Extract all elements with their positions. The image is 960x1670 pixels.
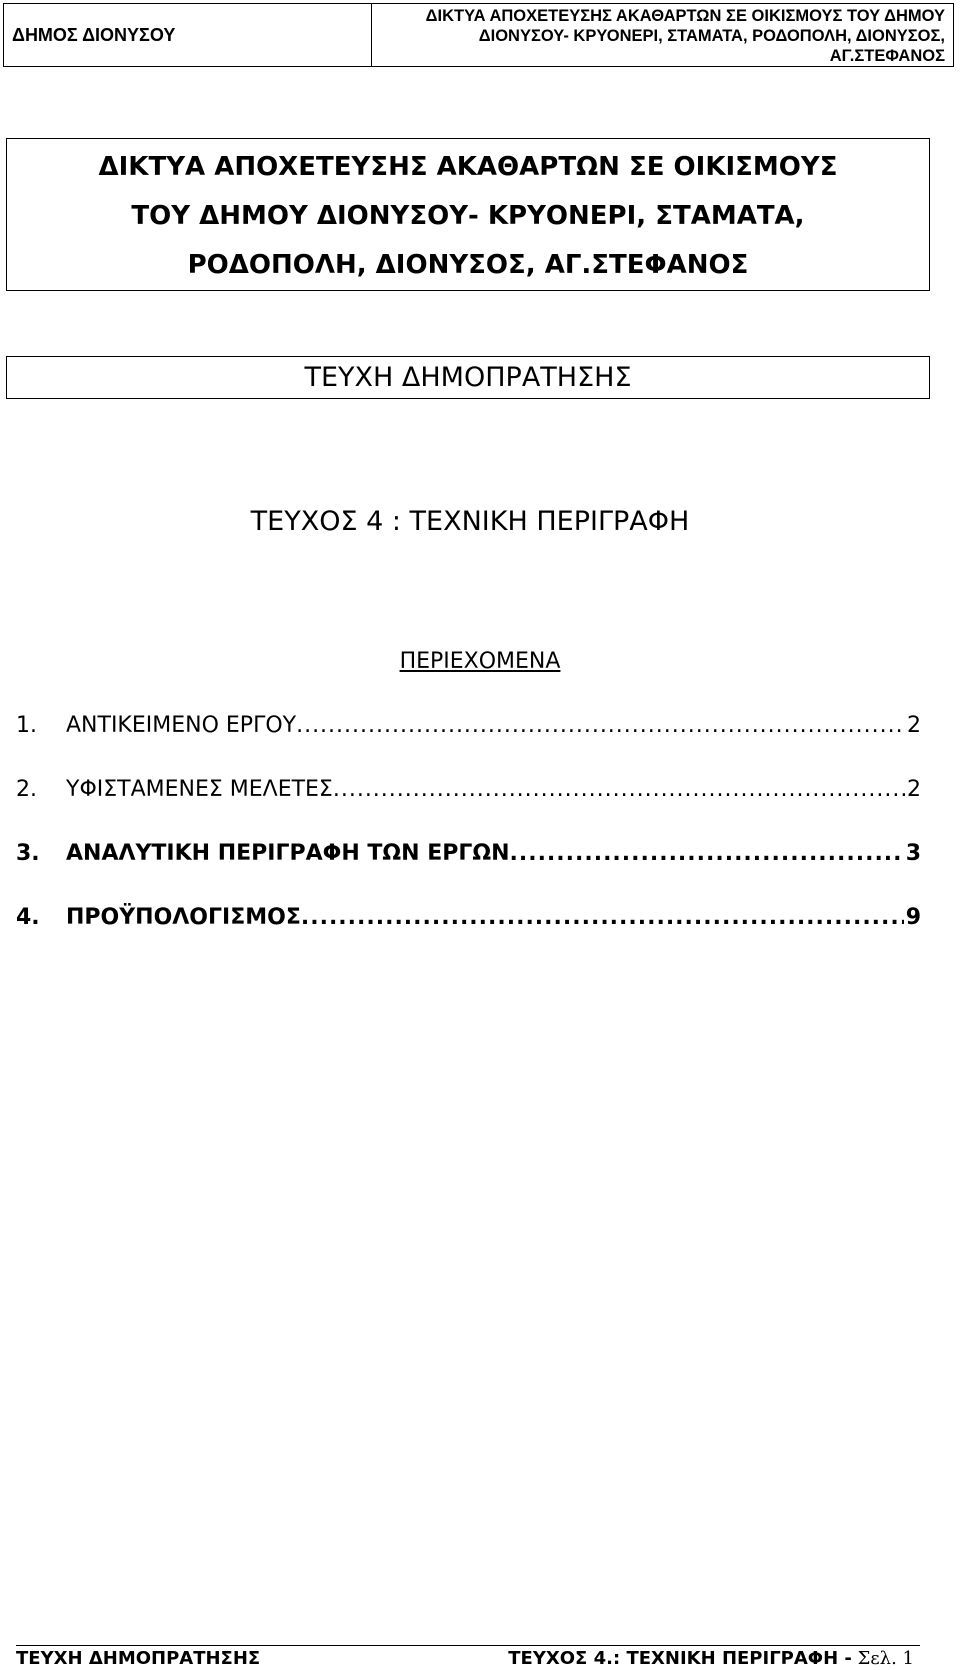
main-title-line-2: ΤΟΥ ΔΗΜΟΥ ΔΙΟΝΥΣΟΥ- ΚΡΥΟΝΕΡΙ, ΣΤΑΜΑΤΑ, — [131, 201, 805, 231]
toc-entry-2[interactable] — [16, 776, 921, 840]
header-project-line-3: ΑΓ.ΣΤΕΦΑΝΟΣ — [829, 47, 945, 65]
footer-volume-info — [508, 1648, 914, 1670]
main-title-line-1: ΔΙΚΤΥΑ ΑΠΟΧΕΤΕΥΣΗΣ ΑΚΑΘΑΡΤΩΝ ΣΕ ΟΙΚΙΣΜΟΥΣ — [98, 152, 838, 182]
page-header — [3, 3, 954, 67]
toc-entry-label: ΠΡΟΫΠΟΛΟΓΙΣΜΟΣ — [66, 905, 301, 930]
header-project-line-1: ΔΙΚΤΥΑ ΑΠΟΧΕΤΕΥΣΗΣ ΑΚΑΘΑΡΤΩΝ ΣΕ ΟΙΚΙΣΜΟΥΣ ΤΟΥ ΔΗΜΟΥ — [425, 7, 945, 25]
toc-leader-dots — [510, 840, 904, 868]
footer-volume: ΤΕΥΧΟΣ 4. — [508, 1648, 613, 1669]
volumes-label-box: ΤΕΥΧΗ ΔΗΜΟΠΡΑΤΗΣΗΣ — [6, 356, 930, 399]
toc-entry-label: ΑΝΤΙΚΕΙΜΕΝΟ ΕΡΓΟΥ — [66, 713, 297, 738]
toc-leader-dots — [296, 712, 905, 740]
toc-entry-3[interactable] — [16, 840, 921, 904]
header-project-title — [372, 4, 953, 66]
volume-title: ΤΕΥΧΟΣ 4 : ΤΕΧΝΙΚΗ ΠΕΡΙΓΡΑΦΗ — [250, 506, 690, 537]
toc-entry-page: 9 — [905, 905, 921, 930]
toc-leader-dots — [301, 904, 904, 932]
toc-entry-page: 3 — [905, 841, 921, 866]
toc-entry-page: 2 — [907, 713, 921, 738]
footer-page-label: Σελ. — [857, 1648, 897, 1669]
main-title-line-3: ΡΟΔΟΠΟΛΗ, ΔΙΟΝΥΣΟΣ, ΑΓ.ΣΤΕΦΑΝΟΣ — [187, 250, 749, 280]
toc-heading: ΠΕΡΙΕΧΟΜΕΝΑ — [399, 649, 561, 674]
header-project-line-2: ΔΙΟΝΥΣΟΥ- ΚΡΥΟΝΕΡΙ, ΣΤΑΜΑΤΑ, ΡΟΔΟΠΟΛΗ, ΔΙΟΝΥΣΟΣ, — [478, 27, 945, 45]
toc-entry-number: 4. — [16, 905, 40, 930]
footer-volume-title: : ΤΕΧΝΙΚΗ ΠΕΡΙΓΡΑΦΗ - — [612, 1648, 852, 1669]
toc-entry-4[interactable] — [16, 904, 921, 968]
toc-entry-label: ΥΦΙΣΤΑΜΕΝΕΣ ΜΕΛΕΤΕΣ — [66, 777, 333, 802]
toc-entry-1[interactable] — [16, 712, 921, 776]
header-municipality: ΔΗΜΟΣ ΔΙΟΝΥΣΟΥ — [4, 4, 372, 66]
toc-entry-number: 1. — [16, 713, 37, 738]
page-footer — [16, 1648, 920, 1670]
footer-page-number: 1 — [902, 1648, 914, 1669]
footer-divider — [16, 1645, 920, 1646]
toc-entry-label: ΑΝΑΛΥΤΙΚΗ ΠΕΡΙΓΡΑΦΗ ΤΩΝ ΕΡΓΩΝ — [66, 841, 510, 866]
table-of-contents — [16, 712, 921, 968]
toc-entry-number: 2. — [16, 777, 37, 802]
toc-entry-number: 3. — [16, 841, 40, 866]
toc-leader-dots — [333, 776, 905, 804]
main-title-box — [6, 138, 930, 291]
toc-entry-page: 2 — [907, 777, 921, 802]
footer-volumes-label: ΤΕΥΧΗ ΔΗΜΟΠΡΑΤΗΣΗΣ — [16, 1648, 261, 1669]
